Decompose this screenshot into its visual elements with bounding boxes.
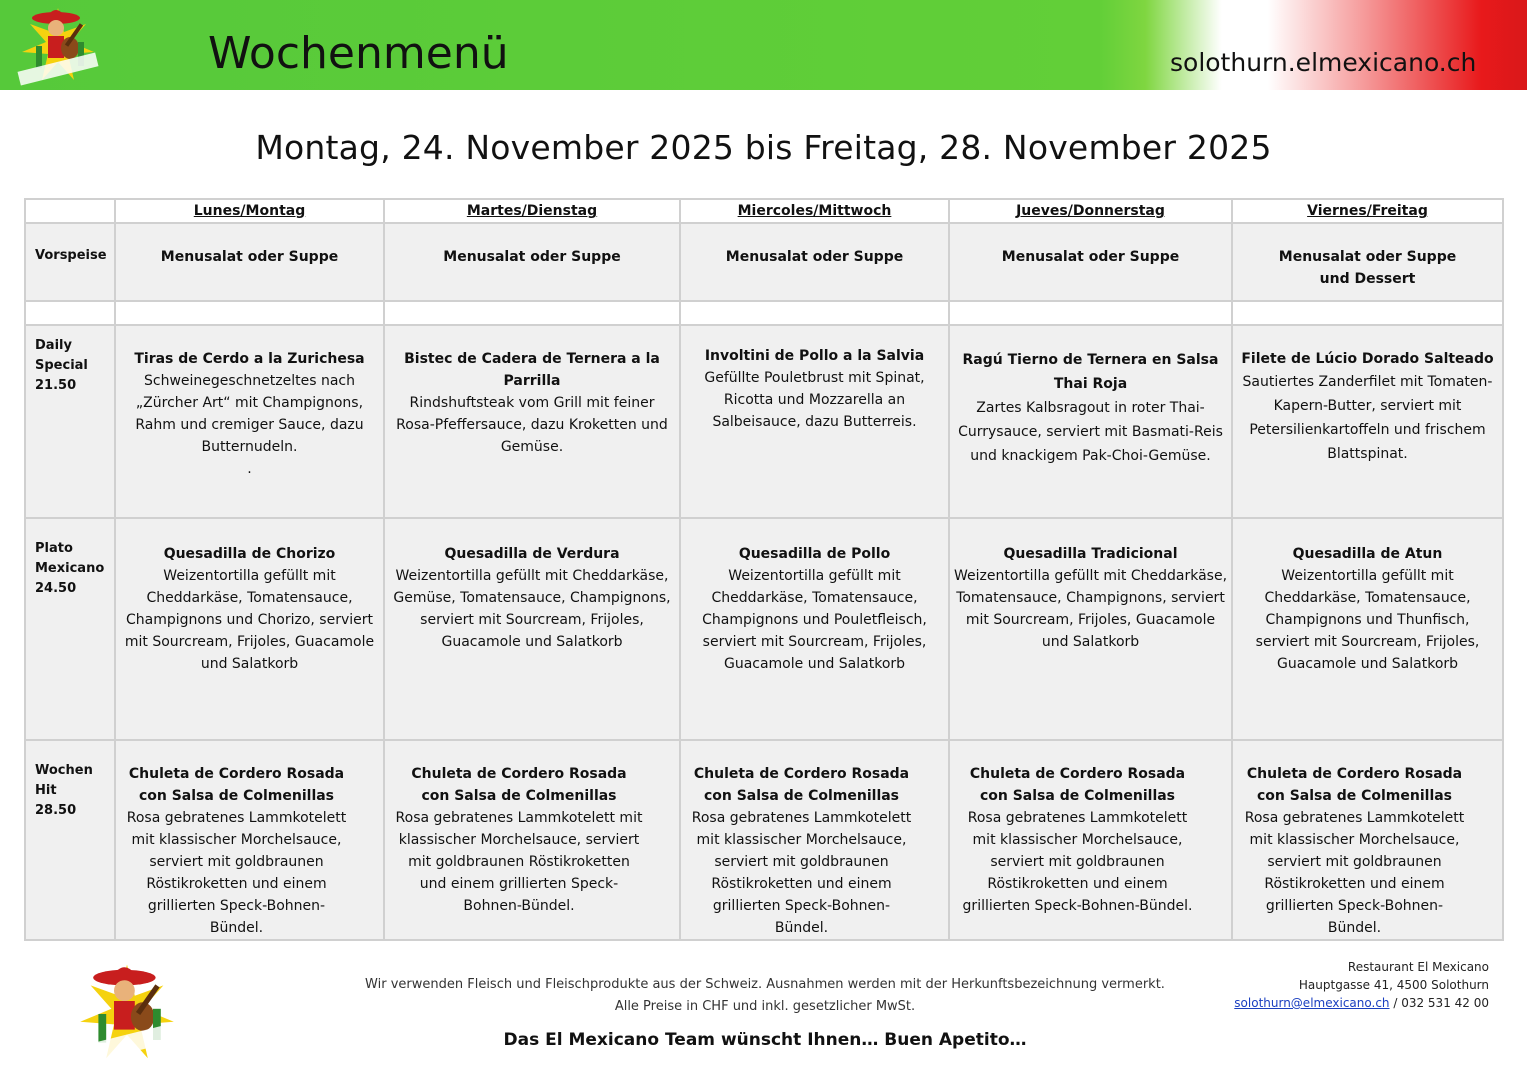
logo-bottom (62, 956, 192, 1072)
spacer-row (25, 301, 1503, 325)
corner-cell (25, 199, 115, 223)
dish-name: Menusalat oder Suppe (725, 249, 904, 265)
dish-name: Quesadilla de Verdura (444, 546, 620, 562)
wochen-cell-tuesday (384, 740, 680, 940)
daily-cell-tuesday (384, 325, 680, 518)
vorspeise-cell-friday (1232, 223, 1503, 301)
plato-cell-wednesday (680, 518, 949, 740)
wochen-hit-row (25, 740, 1503, 940)
row-label-plato-mexicano (25, 518, 115, 740)
vorspeise-cell-wednesday (680, 223, 949, 301)
dish-description: Rosa gebratenes Lammkotelett mit klassischer Morchelsauce, serviert mit goldbraunen Röstikroketten und einem grillierten Speck-Bohnen-Bündel. (962, 810, 1193, 914)
mariachi-logo-icon (62, 956, 192, 1072)
vorspeise-cell-tuesday (384, 223, 680, 301)
row-price: 21.50 (35, 378, 77, 393)
dish-description: Rindshuftsteak vom Grill mit feiner Rosa-Pfeffersauce, dazu Kroketten und Gemüse. (396, 395, 668, 455)
address-name: Restaurant El Mexicano (1347, 960, 1489, 974)
plato-cell-monday (115, 518, 384, 740)
daily-special-row (25, 325, 1503, 518)
dish-name: Chuleta de Cordero Rosada con Salsa de Colmenillas (693, 766, 910, 804)
dish-name: Bistec de Cadera de Ternera a la Parrilla (404, 351, 660, 389)
footer-wish: Das El Mexicano Team wünscht Ihnen… Buen Apetito… (503, 1030, 1027, 1050)
dish-name: Chuleta de Cordero Rosada con Salsa de Colmenillas (1246, 766, 1463, 804)
dish-extra: . (247, 461, 252, 477)
dish-description: Weizentortilla gefüllt mit Cheddarkäse, Tomatensauce, Champignons und Pouletfleisch, serviert mit Sourcream, Frijoles, Guacamole und Salatkorb (702, 568, 927, 672)
dish-name: Chuleta de Cordero Rosada con Salsa de Colmenillas (128, 766, 345, 804)
row-price: 28.50 (35, 803, 77, 818)
spacer-cell (949, 301, 1232, 325)
plato-mexicano-row (25, 518, 1503, 740)
dish-description: Zartes Kalbsragout in roter Thai-Currysauce, serviert mit Basmati-Reis und knackigem Pak-Choi-Gemüse. (958, 400, 1223, 464)
dish-description: Weizentortilla gefüllt mit Cheddarkäse, Tomatensauce, Champignons und Chorizo, serviert mit Sourcream, Frijoles, Guacamole und Salatkorb (124, 568, 375, 672)
mariachi-logo-icon (8, 2, 108, 90)
spacer-cell (384, 301, 680, 325)
daily-cell-friday (1232, 325, 1503, 518)
dish-description: Weizentortilla gefüllt mit Cheddarkäse, Tomatensauce, Champignons, serviert mit Sourcream, Frijoles, Guacamole und Salatkorb (954, 568, 1228, 650)
dish-extra: und Dessert (1319, 271, 1416, 287)
vorspeise-row (25, 223, 1503, 301)
row-label-line1: Plato (35, 541, 73, 556)
spacer-cell (680, 301, 949, 325)
logo-top (8, 2, 108, 90)
daily-cell-monday (115, 325, 384, 518)
dish-name: Involtini de Pollo a la Salvia (704, 348, 925, 364)
phone-number: / 032 531 42 00 (1389, 996, 1489, 1010)
vorspeise-cell-thursday (949, 223, 1232, 301)
day-header-row (25, 199, 1503, 223)
wochen-cell-thursday (949, 740, 1232, 940)
dish-description: Schweinegeschnetzeltes nach „Zürcher Art“ mit Champignons, Rahm und cremiger Sauce, dazu Butternudeln. (135, 373, 364, 455)
date-range-heading: Montag, 24. November 2025 bis Freitag, 28. November 2025 (255, 128, 1272, 167)
day-header-thursday: Jueves/Donnerstag (949, 199, 1232, 223)
footer-note-origin: Wir verwenden Fleisch und Fleischprodukte aus der Schweiz. Ausnahmen werden mit der Herkunftsbezeichnung vermerkt. (365, 977, 1165, 992)
row-label-line1: Daily (35, 338, 72, 353)
row-label-daily-special (25, 325, 115, 518)
wochen-cell-monday (115, 740, 384, 940)
day-header-monday: Lunes/Montag (115, 199, 384, 223)
footer-note-prices: Alle Preise in CHF und inkl. gesetzlicher MwSt. (614, 999, 916, 1014)
row-label-line1: Wochen (35, 763, 93, 778)
dish-name: Chuleta de Cordero Rosada con Salsa de Colmenillas (411, 766, 627, 804)
dish-name: Quesadilla Tradicional (1003, 546, 1178, 562)
dish-description: Weizentortilla gefüllt mit Cheddarkäse, Tomatensauce, Champignons und Thunfisch, serviert mit Sourcream, Frijoles, Guacamole und Salatkorb (1255, 568, 1480, 672)
row-price: 24.50 (35, 581, 77, 596)
dish-name: Menusalat oder Suppe (1278, 249, 1457, 265)
row-label-text: Vorspeise (35, 248, 107, 263)
dish-name: Quesadilla de Chorizo (163, 546, 336, 562)
row-label-line2: Hit (35, 783, 57, 798)
dish-name: Menusalat oder Suppe (1001, 249, 1180, 265)
email-link[interactable]: solothurn@elmexicano.ch (1234, 996, 1390, 1010)
dish-description: Sautiertes Zanderfilet mit Tomaten-Kapern-Butter, serviert mit Petersilienkartoffeln und frischem Blattspinat. (1242, 374, 1493, 462)
day-header-tuesday: Martes/Dienstag (384, 199, 680, 223)
row-label-line2: Special (35, 358, 88, 373)
page-title: Wochenmenü (208, 28, 509, 79)
dish-description: Rosa gebratenes Lammkotelett mit klassischer Morchelsauce, serviert mit goldbraunen Röstikroketten und einem grillierten Speck-Bohnen-Bündel. (691, 810, 912, 936)
wochen-cell-friday (1232, 740, 1503, 940)
dish-name: Filete de Lúcio Dorado Salteado (1241, 351, 1494, 367)
address-street: Hauptgasse 41, 4500 Solothurn (1298, 978, 1489, 992)
dish-name: Quesadilla de Atun (1292, 546, 1443, 562)
spacer-cell (115, 301, 384, 325)
website-label[interactable]: solothurn.elmexicano.ch (1170, 48, 1477, 77)
row-label-vorspeise (25, 223, 115, 301)
plato-cell-tuesday (384, 518, 680, 740)
footer-note (300, 974, 1230, 1018)
dish-name: Menusalat oder Suppe (443, 249, 621, 265)
dish-name: Ragú Tierno de Ternera en Salsa Thai Roja (962, 352, 1219, 392)
spacer-cell (1232, 301, 1503, 325)
dish-name: Quesadilla de Pollo (738, 546, 891, 562)
dish-description: Gefüllte Pouletbrust mit Spinat, Ricotta und Mozzarella an Salbeisauce, dazu Butterreis. (704, 370, 925, 430)
plato-cell-thursday (949, 518, 1232, 740)
daily-cell-thursday (949, 325, 1232, 518)
dish-description: Rosa gebratenes Lammkotelett mit klassischer Morchelsauce, serviert mit goldbraunen Röstikroketten und einem grillierten Speck-Bohnen-Bündel. (126, 810, 347, 936)
wochen-cell-wednesday (680, 740, 949, 940)
weekly-menu-table (24, 198, 1504, 941)
dish-name: Tiras de Cerdo a la Zurichesa (134, 351, 365, 367)
plato-cell-friday (1232, 518, 1503, 740)
spacer-cell (25, 301, 115, 325)
contact-line (1234, 994, 1489, 1012)
dish-description: Weizentortilla gefüllt mit Cheddarkäse, Gemüse, Tomatensauce, Champignons, serviert mit Sourcream, Frijoles, Guacamole und Salatkorb (393, 568, 671, 650)
day-header-wednesday: Miercoles/Mittwoch (680, 199, 949, 223)
vorspeise-cell-monday (115, 223, 384, 301)
dish-description: Rosa gebratenes Lammkotelett mit klassischer Morchelsauce, serviert mit goldbraunen Röstikroketten und einem grillierten Speck-Bohnen-Bündel. (395, 810, 643, 914)
day-header-friday: Viernes/Freitag (1232, 199, 1503, 223)
dish-description: Rosa gebratenes Lammkotelett mit klassischer Morchelsauce, serviert mit goldbraunen Röstikroketten und einem grillierten Speck-Bohnen-Bündel. (1244, 810, 1465, 936)
row-label-wochen-hit (25, 740, 115, 940)
row-label-line2: Mexicano (35, 561, 105, 576)
daily-cell-wednesday (680, 325, 949, 518)
dish-name: Chuleta de Cordero Rosada con Salsa de Colmenillas (969, 766, 1186, 804)
dish-name: Menusalat oder Suppe (160, 249, 339, 265)
restaurant-address (1234, 958, 1489, 1012)
